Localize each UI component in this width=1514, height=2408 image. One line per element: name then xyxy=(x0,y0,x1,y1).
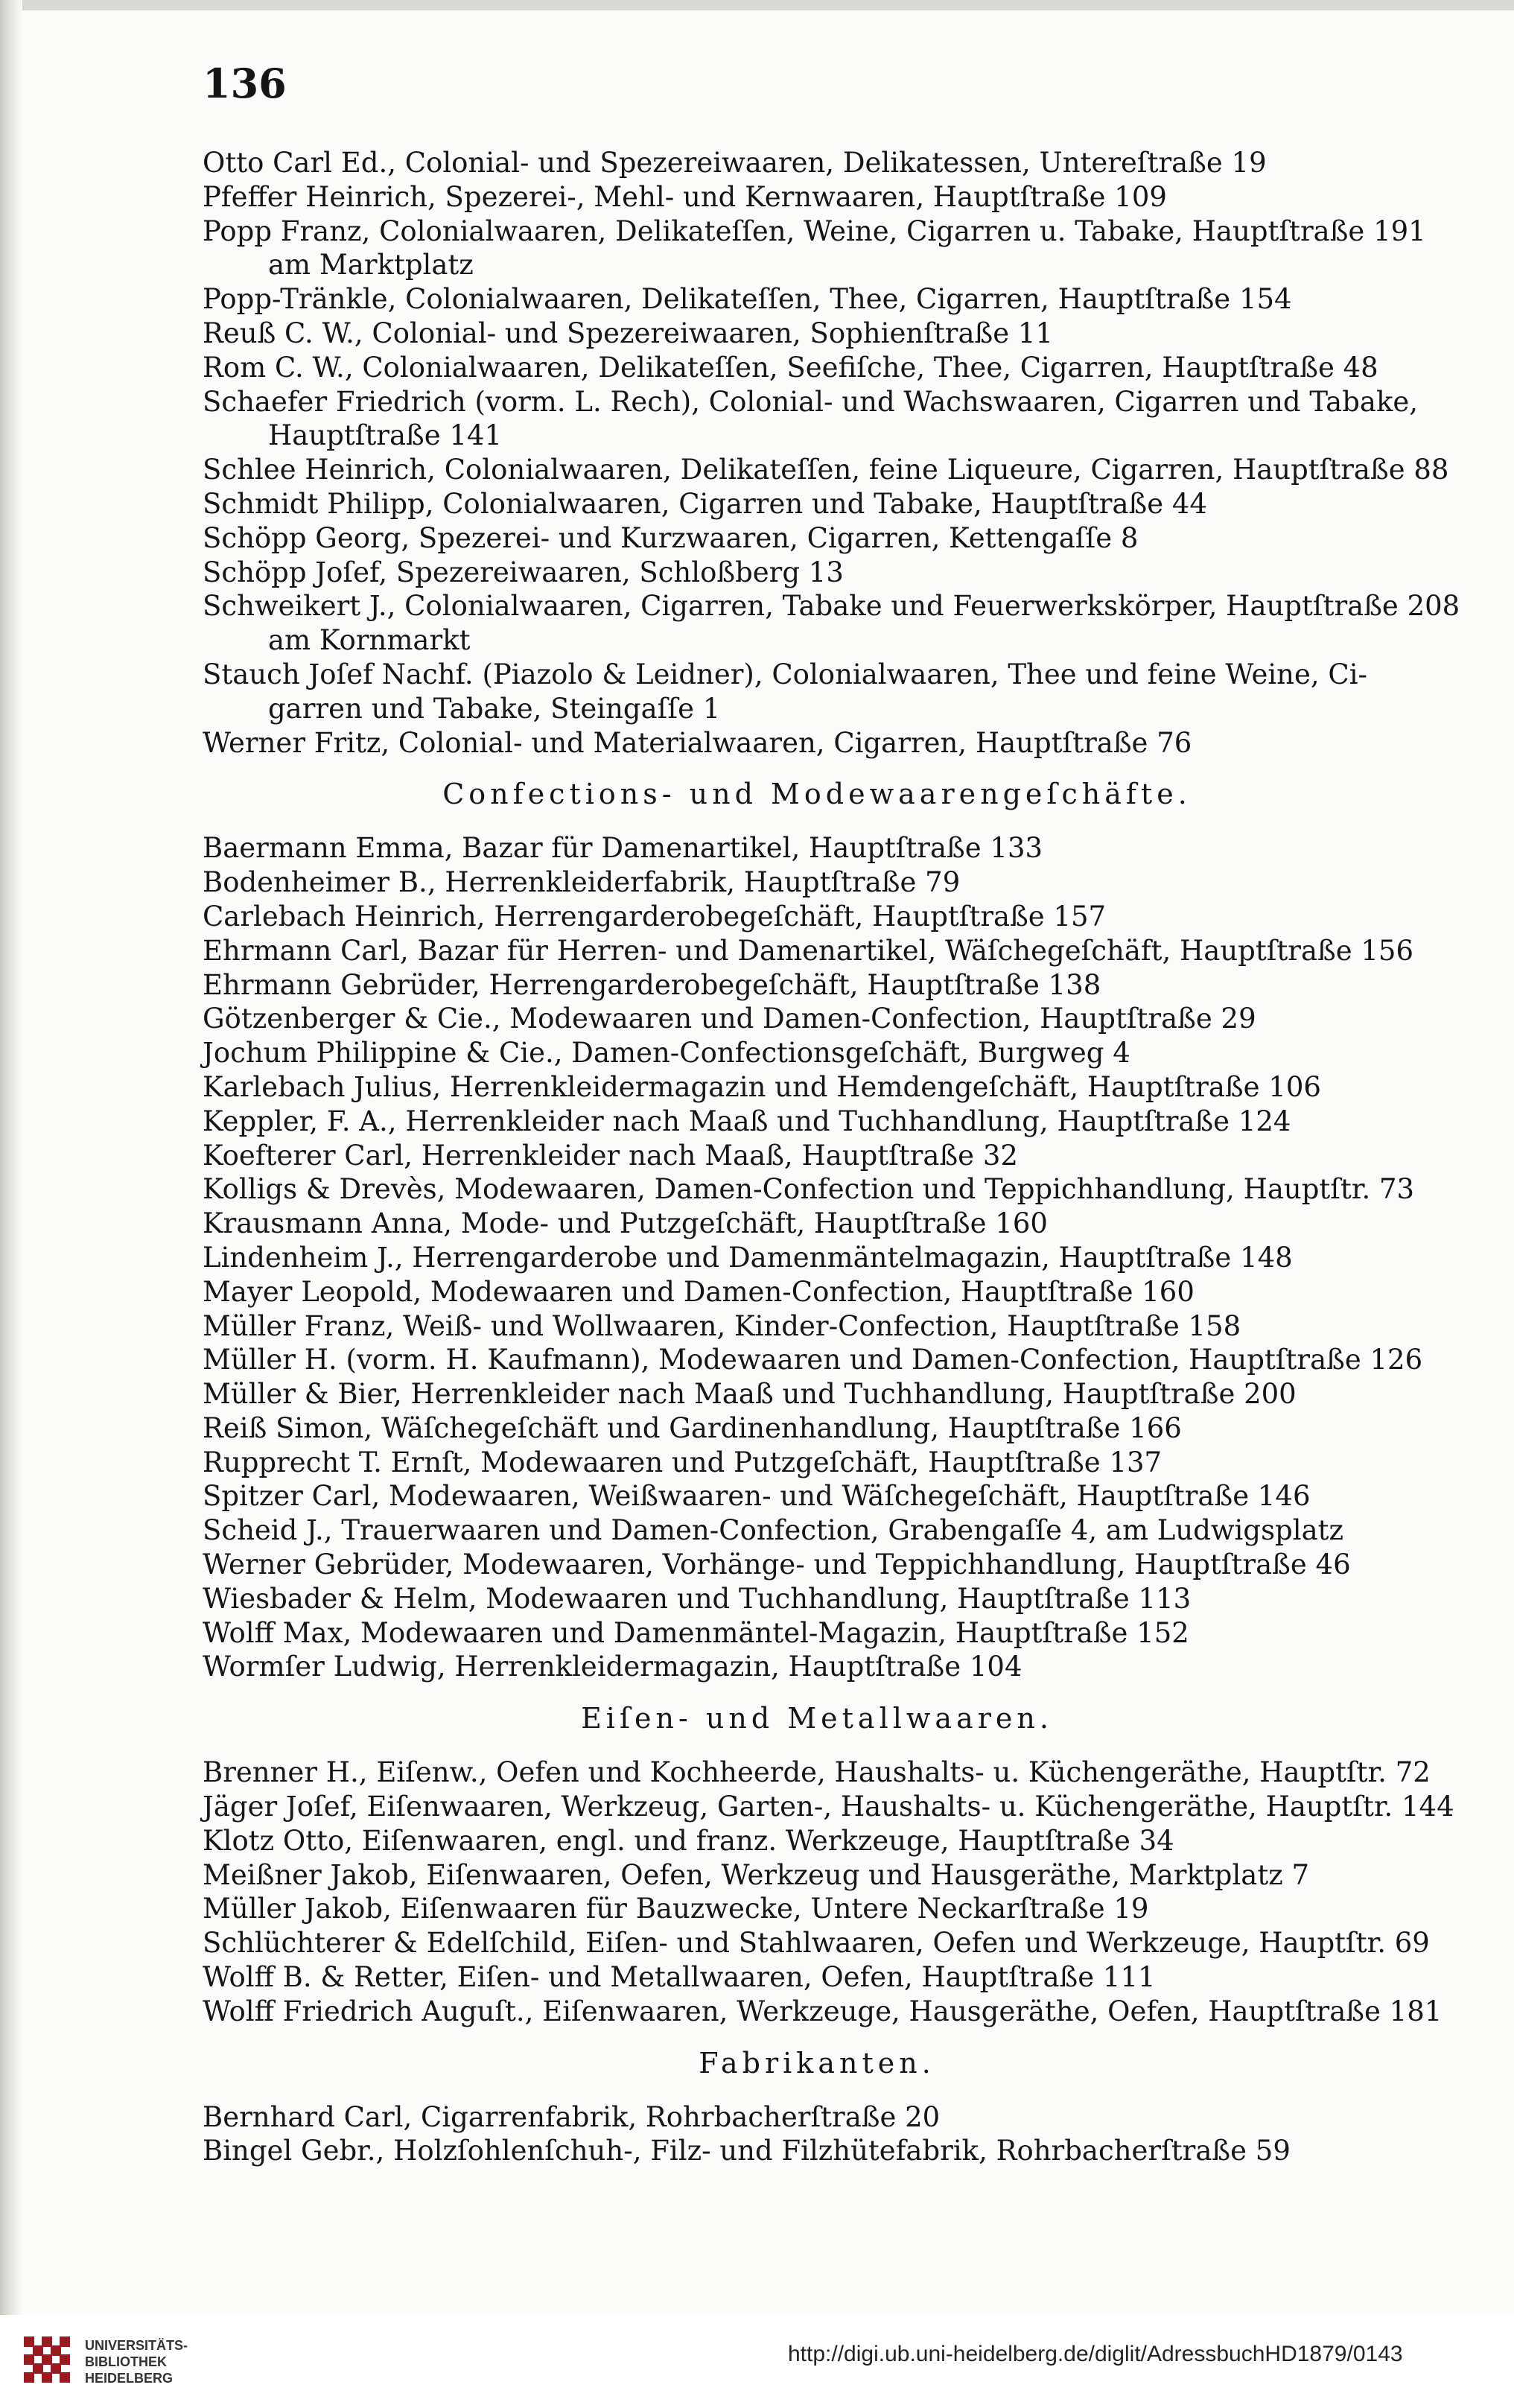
directory-entry: Rupprecht T. Ernſt, Modewaaren und Putzgeſchäft, Hauptſtraße 137 xyxy=(203,1446,1162,1478)
directory-entry: Meißner Jakob, Eiſenwaaren, Oefen, Werkzeug und Hausgeräthe, Marktplatz 7 xyxy=(203,1858,1309,1891)
library-name-line: HEIDELBERG xyxy=(85,2371,174,2386)
directory-entry: Wolff Max, Modewaaren und Damenmäntel-Magazin, Hauptſtraße 152 xyxy=(203,1616,1189,1649)
directory-entry: Scheid J., Trauerwaaren und Damen-Confection, Grabengaſſe 4, am Ludwigsplatz xyxy=(203,1514,1343,1547)
directory-entry: Müller Franz, Weiß- und Wollwaaren, Kinder-Confection, Hauptſtraße 158 xyxy=(203,1309,1241,1342)
directory-entry: Klotz Otto, Eiſenwaaren, engl. und franz. Werkzeuge, Hauptſtraße 34 xyxy=(203,1824,1174,1857)
directory-entry: Schaefer Friedrich (vorm. L. Rech), Colonial- und Wachswaaren, Cigarren und Tabake, xyxy=(203,385,1419,418)
directory-entry: Popp-Tränkle, Colonialwaaren, Delikateſſen, Thee, Cigarren, Hauptſtraße 154 xyxy=(203,283,1292,316)
directory-entry: Otto Carl Ed., Colonial- und Spezereiwaaren, Delikatessen, Untereſtraße 19 xyxy=(203,147,1267,179)
directory-entry: Werner Fritz, Colonial- und Materialwaaren, Cigarren, Hauptſtraße 76 xyxy=(203,726,1192,759)
directory-listing xyxy=(203,146,1460,2168)
directory-entry: Wiesbader & Helm, Modewaaren und Tuchhandlung, Hauptſtraße 113 xyxy=(203,1582,1192,1615)
directory-entry: Spitzer Carl, Modewaaren, Weißwaaren- und Wäſchegeſchäft, Hauptſtraße 146 xyxy=(203,1480,1311,1513)
directory-entry-continuation: am Marktplatz xyxy=(268,249,474,282)
directory-entry: Reuß C. W., Colonial- und Spezereiwaaren, Sophienſtraße 11 xyxy=(203,317,1053,349)
library-name-line: UNIVERSITÄTS- xyxy=(85,2338,188,2353)
directory-entry: Werner Gebrüder, Modewaaren, Vorhänge- und Teppichhandlung, Hauptſtraße 46 xyxy=(203,1548,1351,1581)
directory-entry: Wormſer Ludwig, Herrenkleidermagazin, Hauptſtraße 104 xyxy=(203,1651,1022,1683)
section-heading: Confections- und Modewaarengeſchäfte. xyxy=(442,778,1192,811)
page-number: 136 xyxy=(203,60,287,107)
directory-entry: Karlebach Julius, Herrenkleidermagazin und Hemdengeſchäft, Hauptſtraße 106 xyxy=(203,1070,1321,1103)
directory-entry: Reiß Simon, Wäſchegeſchäft und Gardinenhandlung, Hauptſtraße 166 xyxy=(203,1411,1182,1444)
directory-entry: Lindenheim J., Herrengarderobe und Damenmäntelmagazin, Hauptſtraße 148 xyxy=(203,1241,1293,1274)
directory-entry: Wolff Friedrich Auguſt., Eiſenwaaren, Werkzeuge, Hausgeräthe, Oefen, Hauptſtraße 181 xyxy=(203,1995,1443,2027)
scan-top-border xyxy=(0,0,1514,10)
directory-entry: Mayer Leopold, Modewaaren und Damen-Confection, Hauptſtraße 160 xyxy=(203,1275,1195,1308)
directory-entry: Krausmann Anna, Mode- und Putzgeſchäft, Hauptſtraße 160 xyxy=(203,1207,1048,1240)
directory-entry: Wolff B. & Retter, Eiſen- und Metallwaaren, Oefen, Hauptſtraße 111 xyxy=(203,1961,1156,1994)
directory-entry: Müller & Bier, Herrenkleider nach Maaß und Tuchhandlung, Hauptſtraße 200 xyxy=(203,1378,1297,1411)
directory-entry: Baermann Emma, Bazar für Damenartikel, Hauptſtraße 133 xyxy=(203,832,1043,865)
directory-entry: Schweikert J., Colonialwaaren, Cigarren, Tabake und Feuerwerkskörper, Hauptſtraße 208 xyxy=(203,590,1460,623)
directory-entry: Carlebach Heinrich, Herrengarderobegeſchäft, Hauptſtraße 157 xyxy=(203,900,1107,933)
directory-entry: Brenner H., Eiſenw., Oefen und Kochheerde, Haushalts- u. Küchengeräthe, Hauptſtr. 72 xyxy=(203,1756,1431,1789)
library-name xyxy=(85,2337,188,2386)
directory-entry: Koefterer Carl, Herrenkleider nach Maaß, Hauptſtraße 32 xyxy=(203,1139,1018,1172)
directory-entry: Schlüchterer & Edelſchild, Eiſen- und Stahlwaaren, Oefen und Werkzeuge, Hauptſtr. 69 xyxy=(203,1927,1430,1960)
directory-entry: Schmidt Philipp, Colonialwaaren, Cigarren und Tabake, Hauptſtraße 44 xyxy=(203,487,1208,520)
directory-entry: Schöpp Joſef, Spezereiwaaren, Schloßberg 13 xyxy=(203,556,844,588)
section-heading: Fabrikanten. xyxy=(699,2046,935,2080)
directory-entry: Pfeffer Heinrich, Spezerei-, Mehl- und Kernwaaren, Hauptſtraße 109 xyxy=(203,180,1167,213)
directory-entry: Götzenberger & Cie., Modewaaren und Damen-Confection, Hauptſtraße 29 xyxy=(203,1003,1256,1035)
directory-entry: Schlee Heinrich, Colonialwaaren, Delikateſſen, feine Liqueure, Cigarren, Hauptſtraße 88 xyxy=(203,454,1449,486)
directory-entry: Stauch Joſef Nachf. (Piazolo & Leidner), Colonialwaaren, Thee und feine Weine, Ci- xyxy=(203,658,1368,690)
directory-entry: Jäger Joſef, Eiſenwaaren, Werkzeug, Garten-, Haushalts- u. Küchengeräthe, Hauptſtr. 144 xyxy=(203,1791,1454,1823)
university-seal-icon xyxy=(21,2334,73,2386)
directory-entry: Keppler, F. A., Herrenkleider nach Maaß und Tuchhandlung, Hauptſtraße 124 xyxy=(203,1105,1291,1137)
directory-entry: Müller H. (vorm. H. Kaufmann), Modewaaren und Damen-Confection, Hauptſtraße 126 xyxy=(203,1344,1423,1376)
directory-entry-continuation: Hauptſtraße 141 xyxy=(268,419,503,452)
directory-entry: Kolligs & Drevès, Modewaaren, Damen-Confection und Teppichhandlung, Hauptſtr. 73 xyxy=(203,1173,1415,1206)
directory-entry: Schöpp Georg, Spezerei- und Kurzwaaren, Cigarren, Kettengaſſe 8 xyxy=(203,521,1139,554)
directory-entry: Müller Jakob, Eiſenwaaren für Bauzwecke, Untere Neckarſtraße 19 xyxy=(203,1893,1149,1925)
library-name-line: BIBLIOTHEK xyxy=(85,2354,167,2369)
section-heading: Eiſen- und Metallwaaren. xyxy=(581,1702,1053,1735)
directory-entry-continuation: garren und Tabake, Steingaſſe 1 xyxy=(268,692,721,725)
directory-entry: Ehrmann Gebrüder, Herrengarderobegeſchäft, Hauptſtraße 138 xyxy=(203,968,1101,1001)
directory-entry: Jochum Philippine & Cie., Damen-Confectionsgeſchäft, Burgweg 4 xyxy=(203,1037,1130,1070)
directory-entry: Rom C. W., Colonialwaaren, Delikateſſen, Seefiſche, Thee, Cigarren, Hauptſtraße 48 xyxy=(203,351,1378,384)
source-url-link[interactable]: http://digi.ub.uni-heidelberg.de/diglit/AdressbuchHD1879/0143 xyxy=(788,2342,1403,2366)
directory-entry: Popp Franz, Colonialwaaren, Delikateſſen, Weine, Cigarren u. Tabake, Hauptſtraße 191 xyxy=(203,215,1426,247)
directory-entry-continuation: am Kornmarkt xyxy=(268,624,471,657)
directory-entry: Ehrmann Carl, Bazar für Herren- und Damenartikel, Wäſchegeſchäft, Hauptſtraße 156 xyxy=(203,934,1414,967)
directory-entry: Bodenheimer B., Herrenkleiderfabrik, Hauptſtraße 79 xyxy=(203,866,961,899)
scan-left-edge xyxy=(0,0,22,2408)
directory-entry: Bernhard Carl, Cigarrenfabrik, Rohrbacherſtraße 20 xyxy=(203,2100,941,2133)
directory-entry: Bingel Gebr., Holzſohlenſchuh-, Filz- und Filzhütefabrik, Rohrbacherſtraße 59 xyxy=(203,2135,1291,2167)
